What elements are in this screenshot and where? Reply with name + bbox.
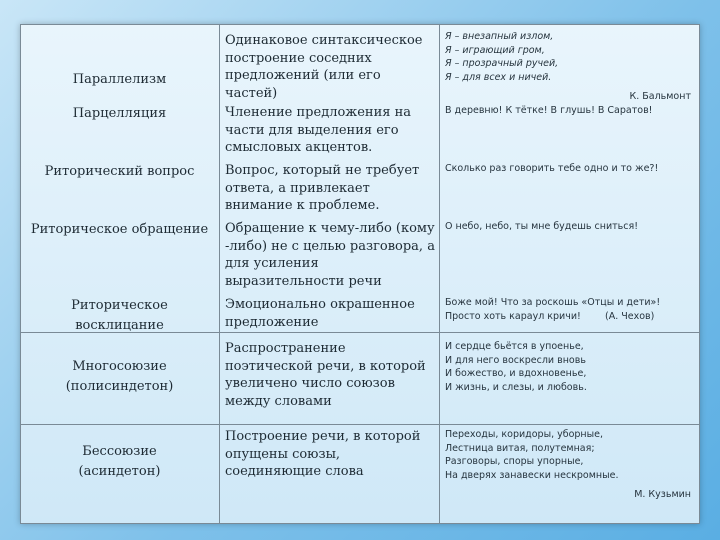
example-line: Переходы, коридоры, уборные,	[445, 429, 604, 440]
example-line: Просто хоть караул кричи! (А. Чехов)	[445, 310, 655, 322]
definition-parallelism: Одинаковое синтаксическое построение соседних предложений (или его частей)	[225, 33, 423, 101]
example-author: К. Бальмонт	[629, 91, 691, 102]
example-rhetorical-exclamation	[441, 296, 697, 323]
example-line: Я – внезапный излом,	[445, 31, 554, 42]
example-line: Боже мой! Что за роскошь «Отцы и дети»!	[445, 297, 661, 308]
definition-parcellation: Членение предложения на части для выделения его смысловых акцентов.	[225, 105, 412, 156]
grid-line-top	[20, 24, 700, 25]
example-author: М. Кузьмин	[634, 489, 691, 500]
example-line: И жизнь, и слезы, и любовь.	[445, 381, 587, 393]
example-line: Разговоры, споры упорные,	[445, 456, 584, 467]
term-polysyndeton	[20, 357, 219, 397]
example-asyndeton	[441, 428, 697, 502]
example-line: И божество, и вдохновенье,	[445, 368, 587, 379]
example-line: И сердце бьётся в упоенье,	[445, 341, 584, 352]
definition-rhetorical-exclamation: Эмоционально окрашенное предложение	[225, 297, 415, 330]
definition-rhetorical-question: Вопрос, который не требует ответа, а привлекает внимание к проблеме.	[225, 163, 420, 214]
definition-rhetorical-address: Обращение к чему-либо (кому -либо) не с целью разговора, а для усиления выразительности речи	[225, 221, 435, 289]
example-parallelism	[441, 30, 697, 104]
grid-line-row-b	[20, 424, 700, 425]
example-line: На дверях занавески нескромные.	[445, 469, 619, 481]
term-line: восклицание	[75, 318, 164, 333]
grid-line-bottom	[20, 523, 700, 524]
term-asyndeton	[20, 442, 219, 482]
term-rhetorical-address: Риторическое обращение	[30, 222, 209, 237]
grid-line-right	[699, 24, 700, 524]
example-line: Лестница витая, полутемная;	[445, 442, 595, 454]
example-rhetorical-address: О небо, небо, ты мне будешь сниться!	[445, 221, 639, 232]
term-line: (полисиндетон)	[65, 379, 174, 394]
grid-line-col1	[219, 24, 220, 524]
example-parcellation: В деревню! К тётке! В глушь! В Саратов!	[445, 105, 653, 116]
example-rhetorical-question: Сколько раз говорить тебе одно и то же?!	[445, 163, 659, 174]
example-polysyndeton	[441, 340, 697, 394]
table-sheet	[20, 24, 700, 524]
definition-polysyndeton: Распространение поэтической речи, в которой увеличено число союзов между словами	[225, 341, 426, 409]
term-line: Бессоюзие	[82, 444, 157, 459]
example-line: Я – играющий гром,	[445, 44, 545, 56]
example-line: Я – прозрачный ручей,	[445, 58, 559, 69]
example-line: И для него воскресли вновь	[445, 354, 586, 366]
definition-asyndeton: Построение речи, в которой опущены союзы, соединяющие слова	[225, 429, 421, 480]
term-line: (асиндетон)	[78, 464, 161, 479]
term-rhetorical-question: Риторический вопрос	[44, 164, 195, 179]
example-line: Я – для всех и ничей.	[445, 71, 552, 83]
term-rhetorical-exclamation	[20, 296, 219, 336]
term-line: Многосоюзие	[72, 359, 167, 374]
grid-line-col2	[439, 24, 440, 524]
term-parcellation: Парцелляция	[72, 106, 167, 121]
term-parallelism: Параллелизм	[72, 72, 167, 87]
term-line: Риторическое	[71, 298, 168, 313]
